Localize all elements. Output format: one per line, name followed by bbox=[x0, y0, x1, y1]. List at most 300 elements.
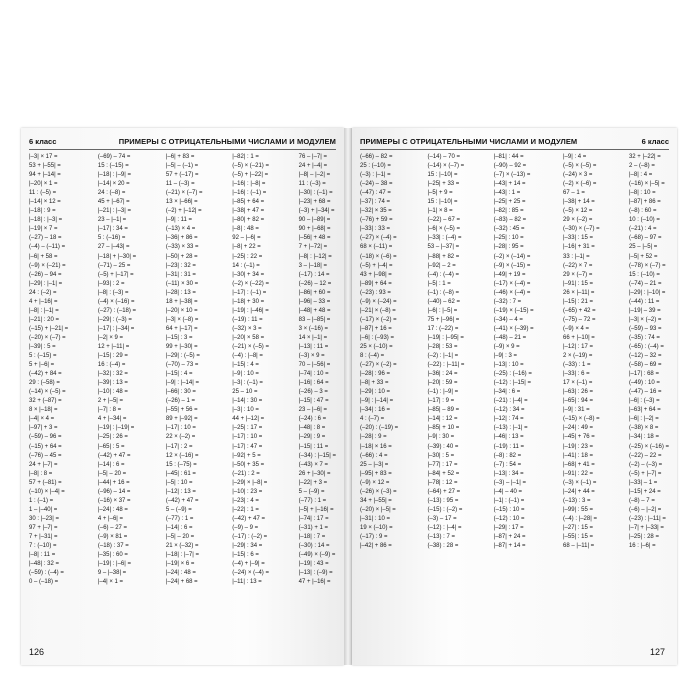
exercise-item: (–40) – 62 = bbox=[427, 298, 461, 305]
exercise-item: (–12) – 32 = bbox=[628, 353, 662, 360]
exercise-item: (–58) – 69 = bbox=[628, 362, 662, 369]
exercise-item: (–66) : 4 = bbox=[360, 452, 388, 459]
exercise-item: 16 : (–4) = bbox=[97, 362, 126, 369]
exercise-item: (–12) : |–15| = bbox=[493, 380, 531, 387]
exercise-item: |–19| × 6 = bbox=[165, 561, 195, 568]
exercise-item: 64 + |–17| = bbox=[165, 325, 198, 332]
exercise-item: (–9) × (–24) = bbox=[360, 298, 397, 305]
exercise-item: |–27| : 15 = bbox=[562, 524, 593, 531]
exercise-item: |–24| : 49 = bbox=[562, 425, 593, 432]
exercise-item: (–1) : |–9| = bbox=[427, 389, 459, 396]
exercise-item: (–59) : (–4) = bbox=[29, 570, 64, 577]
exercise-item: |–8| – |–2| = bbox=[298, 172, 331, 179]
exercise-item: (–22) – 22 = bbox=[628, 452, 662, 459]
exercise-item: (–38) × 8 = bbox=[628, 425, 659, 432]
exercise-item: |–8| : 48 = bbox=[232, 226, 259, 233]
exercise-item: |–38| + 47 = bbox=[232, 208, 265, 215]
page-header bbox=[29, 137, 336, 150]
exercise-item: 3 – |–18| = bbox=[298, 262, 327, 269]
exercise-item: 2 × (–19) = bbox=[562, 353, 593, 360]
exercise-item: |–11| : 13 = bbox=[232, 579, 262, 586]
grade-label: 6 класс bbox=[641, 137, 669, 146]
exercise-item: (–25) × (–16) = bbox=[628, 443, 669, 450]
exercise-item: 30 : |–23| = bbox=[29, 515, 59, 522]
exercise-item: |–5| – 20 = bbox=[165, 533, 195, 540]
exercise-item: (–19) : 11 = bbox=[493, 443, 525, 450]
exercise-item: 11 – (–3) = bbox=[165, 181, 195, 188]
exercise-item: |–18| : 9 = bbox=[29, 208, 56, 215]
exercise-columns bbox=[360, 153, 669, 639]
exercise-item: 3 × (–16) = bbox=[298, 325, 329, 332]
exercise-item: 27 – |–43| = bbox=[97, 244, 130, 251]
exercise-item: |–22| : 1 = bbox=[232, 506, 259, 513]
exercise-item: |–1| : (–1) = bbox=[493, 497, 525, 504]
exercise-item: |–16| + 31 = bbox=[562, 244, 595, 251]
exercise-item: |–19| : 23 = bbox=[562, 443, 593, 450]
exercise-item: |–42| + 86 = bbox=[360, 543, 392, 550]
exercise-item: (–32) × 3 = bbox=[232, 325, 262, 332]
exercise-item: |–97| + 3 = bbox=[29, 425, 58, 432]
exercise-item: |–85| + 64 = bbox=[232, 199, 265, 206]
exercise-item: (–12) : 10 = bbox=[493, 515, 525, 522]
exercise-item: (–8) : 60 = bbox=[628, 208, 657, 215]
exercise-item: 25 : (–10) = bbox=[360, 163, 391, 170]
left-page bbox=[21, 128, 344, 665]
exercise-item: (–9) × 9 = bbox=[493, 343, 520, 350]
exercise-item: (–77) : 1 = bbox=[298, 497, 327, 504]
exercise-item: |–29| : 34 = bbox=[232, 543, 263, 550]
exercise-item: 5 – (–9) = bbox=[298, 488, 325, 495]
exercise-item: |–89| + 64 = bbox=[360, 280, 392, 287]
exercise-item: (–41) × (–39) = bbox=[493, 325, 534, 332]
exercise-item: |–87| + 86 = bbox=[628, 199, 661, 206]
exercise-item: (–9) × 81 = bbox=[97, 533, 128, 540]
exercise-column bbox=[629, 153, 669, 639]
exercise-item: |–43| : 1 = bbox=[493, 190, 521, 197]
exercise-item: |–77| : 17 = bbox=[427, 461, 458, 468]
exercise-item: 1 – |–40| = bbox=[29, 506, 58, 513]
exercise-item: |–14| : 12 = bbox=[427, 416, 458, 423]
exercise-item: (–15) + 64 = bbox=[29, 443, 62, 450]
exercise-item: |–82| : 85 = bbox=[493, 208, 524, 215]
exercise-item: |–17| : 47 = bbox=[232, 443, 263, 450]
exercise-item: |–14| × 12 = bbox=[29, 199, 61, 206]
exercise-item: (–24) : 6 = bbox=[298, 416, 327, 423]
exercise-item: |–45| : 61 = bbox=[165, 470, 196, 477]
exercise-item: |–85| + 10 = bbox=[427, 425, 460, 432]
exercise-item: 70 – |–56| = bbox=[298, 362, 331, 369]
exercise-item: |–25| : 17 = bbox=[232, 425, 263, 432]
exercise-item: |–6| : |–5| = bbox=[427, 307, 458, 314]
exercise-item: |–18| + 30 = bbox=[232, 298, 265, 305]
exercise-item: |–18| : |–7| = bbox=[165, 552, 199, 559]
exercise-item: 89 + |–92| = bbox=[165, 416, 198, 423]
open-book bbox=[21, 128, 677, 665]
exercise-item: (–23) : |–11| = bbox=[628, 515, 666, 522]
exercise-item: |–95| + 83 = bbox=[360, 470, 392, 477]
exercise-item: |–8| : (–3) = bbox=[97, 289, 129, 296]
exercise-item: (–59) – 96 = bbox=[29, 434, 62, 441]
exercise-item: |–3| : 10 = bbox=[232, 407, 259, 414]
exercise-item: |–17| : 2 = bbox=[165, 443, 193, 450]
exercise-item: |–14| : 30 = bbox=[232, 398, 263, 405]
exercise-item: (–47) – 16 = bbox=[628, 389, 662, 396]
exercise-item: |–15| : 6 = bbox=[232, 552, 259, 559]
exercise-item: (–3) – |–1| = bbox=[493, 479, 526, 486]
exercise-item: |–8| : |–1| = bbox=[29, 307, 59, 314]
right-page bbox=[352, 128, 677, 665]
exercise-item: |–39| : 13 = bbox=[97, 380, 128, 387]
exercise-item: 76 – |–7| = bbox=[298, 154, 327, 160]
exercise-item: 11 : (–5) = bbox=[29, 190, 57, 197]
exercise-item: 23 – |–1| = bbox=[97, 217, 127, 224]
exercise-item: |–9| : |–14| = bbox=[360, 398, 394, 405]
exercise-item: |–3| × 17 = bbox=[29, 154, 58, 160]
exercise-item: |–10| : 48 = bbox=[97, 389, 128, 396]
exercise-item: (–76) – 45 = bbox=[29, 452, 62, 459]
exercise-item: 57 + (–81) = bbox=[29, 479, 62, 486]
exercise-item: (–15) : 10 = bbox=[493, 506, 525, 513]
exercise-item: |–48| : 8 = bbox=[298, 425, 326, 432]
exercise-item: (–42) + 47 = bbox=[97, 452, 131, 459]
exercise-item: 43 + |–98| = bbox=[360, 271, 392, 278]
exercise-item: |–13| : 10 = bbox=[493, 362, 524, 369]
exercise-item: 0 – (–18) = bbox=[29, 579, 59, 586]
exercise-item: (–4) : |–8| = bbox=[232, 353, 263, 360]
exercise-item: |–8| + 22 = bbox=[232, 244, 261, 251]
exercise-item: |–32| × 35 = bbox=[360, 208, 392, 215]
exercise-item: (–34) : |–15| = bbox=[298, 452, 336, 459]
exercise-item: |–41| : 18 = bbox=[562, 452, 593, 459]
exercise-item: (–6) – 27 = bbox=[97, 524, 128, 531]
exercise-item: |–85| – 89 = bbox=[427, 407, 460, 414]
exercise-item: |–19| – 39 = bbox=[628, 307, 661, 314]
exercise-item: (–11) × 30 = bbox=[165, 280, 199, 287]
exercise-item: (–83) – 82 = bbox=[493, 217, 527, 224]
page-number: 127 bbox=[649, 647, 665, 657]
exercise-item: |–15| : 3 = bbox=[165, 334, 193, 341]
exercise-item: |–13| : (–9) = bbox=[298, 570, 333, 577]
exercise-item: |–21| × (–8) = bbox=[360, 307, 396, 314]
exercise-item: |–15| : 47 = bbox=[298, 398, 329, 405]
exercise-item: |–6| + 83 = bbox=[165, 154, 195, 160]
exercise-item: |–28| : 13 = bbox=[165, 289, 196, 296]
exercise-item: |–33| : 15 = bbox=[562, 235, 593, 242]
exercise-item: |–18| : |–9| = bbox=[97, 172, 131, 179]
exercise-item: |–93| : 2 = bbox=[97, 280, 125, 287]
exercise-item: (–49) : 10 = bbox=[628, 380, 660, 387]
exercise-item: |–28| : 9 = bbox=[360, 434, 387, 441]
exercise-item: (–90) – 92 = bbox=[493, 163, 527, 170]
exercise-item: (–30) × (–7) = bbox=[562, 226, 600, 233]
exercise-item: (–17) : 9 = bbox=[360, 533, 388, 540]
exercise-item: (–3) + |–34| = bbox=[298, 208, 335, 215]
exercise-item: |–19| : |–46| = bbox=[232, 307, 269, 314]
exercise-item: |–34| : 18 = bbox=[628, 434, 659, 441]
exercise-item: 29 : (–58) = bbox=[29, 380, 60, 387]
exercise-item: |–15| : 21 = bbox=[562, 298, 593, 305]
exercise-item: (–70) – 73 = bbox=[165, 362, 199, 369]
exercise-item: |–20| × 10 = bbox=[165, 307, 198, 314]
exercise-item: (–78) × (–7) = bbox=[628, 262, 666, 269]
exercise-item: (–2) : |–1| = bbox=[427, 353, 459, 360]
exercise-item: 25 – |–3| = bbox=[360, 461, 389, 468]
exercise-item: 15 : (–15) = bbox=[97, 163, 129, 170]
exercise-item: |–6| : (–3) = bbox=[628, 398, 660, 405]
exercise-item: 17 × (–1) = bbox=[562, 380, 593, 387]
exercise-item: 14 : (–1) = bbox=[232, 262, 260, 269]
exercise-item: |–17| : 10 = bbox=[232, 434, 263, 441]
exercise-item: (–7) × (–13) = bbox=[493, 172, 531, 179]
page-number: 126 bbox=[29, 647, 45, 657]
exercise-item: (–76) + 59 = bbox=[360, 217, 393, 224]
exercise-column bbox=[299, 153, 336, 639]
exercise-item: (–12) : |–4| = bbox=[427, 524, 462, 531]
exercise-item: |–19| × 7 = bbox=[29, 226, 58, 233]
exercise-item: |–30| : 5 = bbox=[427, 452, 455, 459]
exercise-item: |–7| : 8 = bbox=[97, 407, 122, 414]
exercise-item: |–21| : 20 = bbox=[29, 316, 59, 323]
exercise-item: (–22) × 7 = bbox=[562, 262, 593, 269]
exercise-item: |–88| + 82 = bbox=[427, 253, 460, 260]
exercise-item: |–20| : 59 = bbox=[427, 380, 458, 387]
exercise-item: 25 – |–5| = bbox=[628, 244, 658, 251]
exercise-item: 8 : (–4) = bbox=[360, 353, 385, 360]
exercise-item: (–1) : (–8) = bbox=[427, 289, 459, 296]
exercise-item: (–27) × (–2) = bbox=[360, 362, 397, 369]
exercise-column bbox=[98, 153, 136, 639]
exercise-item: 15 : |–10| = bbox=[427, 199, 458, 206]
exercise-item: |–29| : 17 = bbox=[493, 524, 524, 531]
exercise-item: (–4) : |–28| = bbox=[562, 515, 597, 522]
exercise-item: (–9) × (–21) = bbox=[29, 262, 66, 269]
exercise-item: (–15) + |–21| = bbox=[29, 325, 69, 332]
exercise-item: |–65| : 5 = bbox=[97, 443, 125, 450]
exercise-item: (–35) : 74 = bbox=[628, 334, 660, 341]
exercise-item: (–59) – 93 = bbox=[628, 325, 662, 332]
exercise-item: 26 × |–11| = bbox=[562, 289, 595, 296]
exercise-item: |–17| : 9 = bbox=[427, 398, 455, 405]
exercise-item: (–48) – 21 = bbox=[493, 334, 527, 341]
exercise-item: (–21) : |–4| = bbox=[493, 398, 528, 405]
exercise-item: (–32) : 7 = bbox=[493, 298, 522, 305]
exercise-item: (–64) + 27 = bbox=[427, 488, 461, 495]
exercise-column bbox=[563, 153, 600, 639]
exercise-item: 24 + |–4| = bbox=[298, 163, 328, 170]
exercise-item: (–6) – |–2| = bbox=[628, 506, 662, 513]
exercise-item: 4 + |–6| = bbox=[97, 515, 124, 522]
exercise-item: 7 : (–10) = bbox=[29, 543, 57, 550]
exercise-item: 24 : (–2) = bbox=[29, 289, 57, 296]
exercise-item: |–68| + 41 = bbox=[562, 461, 595, 468]
exercise-item: (–2) – (–3) = bbox=[628, 461, 663, 468]
exercise-item: |–17| : 34 = bbox=[97, 226, 128, 233]
exercise-item: (–20) × |–5| = bbox=[360, 506, 396, 513]
exercise-item: 68 × (–11) = bbox=[360, 244, 393, 251]
exercise-item: (–38) : 28 = bbox=[427, 543, 459, 550]
exercise-item: |–6| + 58 = bbox=[29, 253, 58, 260]
exercise-item: 44 + |–12| = bbox=[232, 416, 265, 423]
exercise-item: (–5) × (–5) = bbox=[562, 163, 597, 170]
exercise-item: (–21) × (–7) = bbox=[165, 190, 203, 197]
exercise-item: |–25| + 25 = bbox=[493, 199, 526, 206]
exercise-item: |–29| : |–10| = bbox=[628, 289, 666, 296]
exercise-item: (–4) – (–11) = bbox=[29, 244, 66, 251]
exercise-item: |–9| : 4 = bbox=[562, 154, 587, 160]
exercise-item: |–31| : 10 = bbox=[360, 515, 390, 522]
exercise-item: 5 + |–6| = bbox=[29, 362, 55, 369]
exercise-item: 32 + |–22| = bbox=[628, 154, 661, 160]
exercise-item: |–66| : 30 = bbox=[165, 389, 196, 396]
exercise-item: |–29| : 10 = bbox=[360, 389, 390, 396]
exercise-item: |–74| : 10 = bbox=[298, 371, 329, 378]
exercise-column bbox=[29, 153, 68, 639]
exercise-item: (–26) – 12 = bbox=[298, 280, 332, 287]
exercise-item: (–9) × 4 = bbox=[562, 325, 589, 332]
exercise-item: |–28| : 53 = bbox=[427, 343, 458, 350]
exercise-item: |–12| : 17 = bbox=[562, 343, 593, 350]
exercise-item: (–5) + |–4| = bbox=[360, 262, 393, 269]
exercise-item: |–5| + 9 = bbox=[427, 190, 453, 197]
exercise-item: 19 × (–10) = bbox=[360, 524, 393, 531]
exercise-item: 4 : (–7) = bbox=[360, 416, 385, 423]
exercise-item: (–16) × 37 = bbox=[97, 497, 131, 504]
exercise-item: |–5| + |–16| = bbox=[298, 506, 334, 513]
exercise-item: (–26) × (–3) = bbox=[360, 488, 397, 495]
exercise-item: |–55| : 15 = bbox=[562, 533, 593, 540]
exercise-item: |–4| × 4 = bbox=[29, 416, 55, 423]
exercise-item: |–86| + 60 = bbox=[298, 289, 331, 296]
exercise-item: |–30| : (–1) = bbox=[298, 190, 333, 197]
exercise-item: |–56| + 48 = bbox=[298, 235, 331, 242]
exercise-item: 25 × (–10) = bbox=[360, 343, 393, 350]
exercise-item: (–9) – 9 = bbox=[232, 524, 259, 531]
exercise-item: (–26) – 94 = bbox=[29, 271, 62, 278]
exercise-item: |–29| × |–8| = bbox=[232, 479, 268, 486]
exercise-item: |–9| : 30 = bbox=[427, 434, 455, 441]
exercise-item: (–34) – 4 = bbox=[493, 316, 523, 323]
exercise-item: (–4) : (–4) = bbox=[427, 271, 459, 278]
exercise-item: (–49) × (–9) = bbox=[298, 552, 336, 559]
exercise-item: |–25| + 33 = bbox=[427, 181, 460, 188]
exercise-item: (–27) : (–18) = bbox=[97, 307, 137, 314]
exercise-item: |–18| : 7 = bbox=[298, 533, 326, 540]
exercise-item: |–8| + 33 = bbox=[360, 380, 389, 387]
exercise-item: |–91| : 15 = bbox=[562, 280, 593, 287]
exercise-item: (–96) – 14 = bbox=[97, 488, 131, 495]
exercise-item: |–21| : |–3| = bbox=[97, 208, 131, 215]
exercise-item: |–65| : 94 = bbox=[562, 398, 593, 405]
exercise-item: |–29| : 9 = bbox=[298, 434, 326, 441]
exercise-item: (–3) × 9 = bbox=[298, 353, 325, 360]
exercise-item: 2 – (–8) = bbox=[628, 163, 655, 170]
exercise-item: (–33) : 1 = bbox=[562, 362, 591, 369]
exercise-item: |–18| : |–3| = bbox=[29, 217, 63, 224]
exercise-item: |–80| + 82 = bbox=[232, 217, 265, 224]
exercise-item: |–6| : (–93) = bbox=[360, 334, 394, 341]
exercise-item: (–4) + |–9| = bbox=[232, 561, 265, 568]
exercise-item: |–4| – 40 = bbox=[493, 488, 522, 495]
exercise-item: 1 : (–1) = bbox=[29, 497, 54, 504]
exercise-item: (–44) : 11 = bbox=[628, 298, 660, 305]
exercise-item: |–46| : 13 = bbox=[493, 434, 524, 441]
exercise-item: 66 + |–10| = bbox=[562, 334, 595, 341]
exercise-item: |–7| + |–33| = bbox=[628, 524, 664, 531]
exercise-item: 53 + |–55| = bbox=[29, 163, 61, 170]
exercise-item: |–34| : 16 = bbox=[360, 407, 390, 414]
exercise-item: 5 : (–15) = bbox=[29, 353, 57, 360]
exercise-item: |–8| : 8 = bbox=[29, 470, 53, 477]
exercise-item: 7 + |–31| = bbox=[29, 533, 58, 540]
exercise-item: 2 + |–5| = bbox=[97, 398, 124, 405]
exercise-item: 13 × |–66| = bbox=[165, 199, 198, 206]
exercise-item: (–22) – 67 = bbox=[427, 217, 461, 224]
exercise-item: |–38| + 14 = bbox=[562, 199, 595, 206]
exercise-item: (–42) + 47 = bbox=[232, 515, 265, 522]
exercise-item: 97 + |–7| = bbox=[29, 524, 58, 531]
exercise-item: 17 : (–22) = bbox=[427, 325, 459, 332]
exercise-item: 21 × (–32) = bbox=[165, 543, 199, 550]
exercise-item: (–2) × (–22) = bbox=[232, 280, 269, 287]
exercise-item: |–16| : (–1) = bbox=[232, 190, 267, 197]
exercise-item: (–14) – 70 = bbox=[427, 154, 461, 160]
exercise-item: 7 + |–72| = bbox=[298, 244, 328, 251]
exercise-item: 33 : |–1| = bbox=[562, 253, 590, 260]
exercise-item: |–8| : 4 = bbox=[628, 172, 653, 179]
exercise-item: |–3| : (–1) = bbox=[232, 380, 263, 387]
exercise-item: (–4) × (–16) = bbox=[97, 298, 135, 305]
exercise-item: (–66) – 82 = bbox=[360, 154, 393, 160]
exercise-item: |–3| × (–8) = bbox=[165, 316, 199, 323]
page-title: ПРИМЕРЫ С ОТРИЦАТЕЛЬНЫМИ ЧИСЛАМИ И МОДУЛЕМ bbox=[360, 137, 578, 146]
exercise-item: 57 + (–17) = bbox=[165, 172, 199, 179]
exercise-item: 92 – |–6| = bbox=[232, 235, 261, 242]
exercise-item: |–24| + 68 = bbox=[165, 579, 198, 586]
exercise-item: |–63| + 64 = bbox=[628, 407, 661, 414]
exercise-item: 5 : (–16) = bbox=[97, 235, 126, 242]
exercise-item: |–17| : |–34| = bbox=[97, 325, 135, 332]
exercise-item: (–5) × (–21) = bbox=[232, 163, 269, 170]
exercise-item: (–23) : 93 = bbox=[360, 289, 391, 296]
exercise-item: (–26) – 1 = bbox=[165, 398, 196, 405]
exercise-item: (–33) × 33 = bbox=[165, 244, 199, 251]
exercise-item: |–13| : 34 = bbox=[493, 470, 524, 477]
exercise-item: |–15| : 11 = bbox=[298, 443, 329, 450]
exercise-item: 53 – |–37| = bbox=[427, 244, 460, 251]
exercise-item: |–14| × 20 = bbox=[97, 181, 130, 188]
page-header bbox=[360, 137, 669, 150]
exercise-item: 18 + |–38| = bbox=[165, 298, 198, 305]
exercise-item: |–9| : 10 = bbox=[232, 371, 259, 378]
exercise-item: 29 × (–2) = bbox=[562, 217, 593, 224]
exercise-item: (–5) + |–22| = bbox=[232, 172, 269, 179]
exercise-item: (–13) : 95 = bbox=[427, 497, 459, 504]
exercise-item: |–5| + 52 = bbox=[628, 253, 658, 260]
exercise-item: (–65) : (–4) = bbox=[628, 343, 664, 350]
exercise-item: |–17| : 10 = bbox=[165, 425, 196, 432]
exercise-item: (–65) + 42 = bbox=[562, 307, 596, 314]
grade-label: 6 класс bbox=[29, 137, 57, 146]
exercise-item: (–8) – 7 = bbox=[628, 497, 655, 504]
exercise-item: (–3) : |–1| = bbox=[360, 172, 391, 179]
exercise-item: |–19| : |–19| = bbox=[97, 425, 135, 432]
exercise-item: (–8) : 82 = bbox=[493, 452, 522, 459]
exercise-item: |–17| : 68 = bbox=[628, 371, 659, 378]
exercise-item: 8 × |–18| = bbox=[29, 407, 58, 414]
exercise-item: |–25| : 28 = bbox=[628, 533, 659, 540]
exercise-item: 15 : |–10| = bbox=[427, 172, 458, 179]
exercise-item: (–47) : 47 = bbox=[360, 190, 391, 197]
